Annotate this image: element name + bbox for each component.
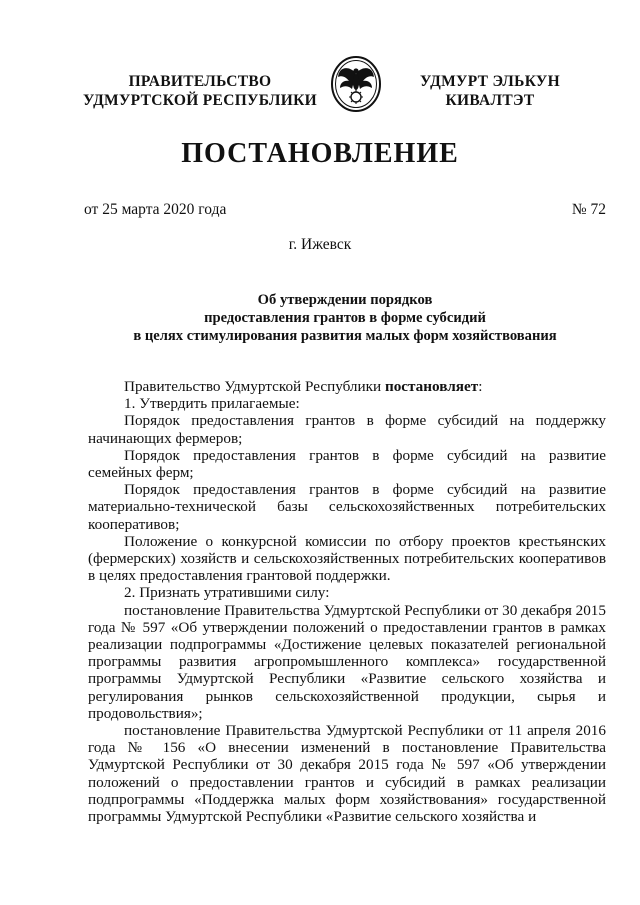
issuer-name-udmurt-line1: УДМУРТ ЭЛЬКУН: [420, 73, 560, 90]
issuer-name-udmurt-line2: КИВАЛТЭТ: [445, 92, 535, 109]
document-number: № 72: [571, 201, 606, 218]
paragraph-item-3: Порядок предоставления грантов в форме субсидий на развитие семейных ферм;: [88, 446, 606, 482]
paragraph-item-5: Положение о конкурсной комиссии по отбору проектов крестьянских (фермерских) хозяйств и сельскохозяйственных потребительских кооперативов в целях предоставления грантовой поддержки.: [88, 532, 606, 585]
intro-text: Правительство Удмуртской Республики: [124, 378, 385, 395]
paragraph-item-2: Порядок предоставления грантов в форме субсидий на поддержку начинающих фермеров;: [88, 412, 606, 447]
document-title: ПОСТАНОВЛЕНИЕ: [181, 138, 459, 169]
subject-line3: в целях стимулирования развития малых форм хозяйствования: [133, 328, 557, 344]
paragraph-item-1: 1. Утвердить прилагаемые:: [124, 395, 300, 413]
issuer-name-russian-line1: ПРАВИТЕЛЬСТВО: [128, 73, 272, 90]
document-subject: [0, 291, 640, 345]
document-city: г. Ижевск: [288, 236, 352, 253]
issuer-name-russian: [80, 72, 320, 110]
intro-paragraph: [88, 378, 606, 395]
subject-line2: предоставления грантов в форме субсидий: [204, 310, 486, 326]
subject-line1: Об утверждении порядков: [257, 292, 433, 308]
paragraph-item-8: постановление Правительства Удмуртской Республики от 11 апреля 2016 года № 156 «О внесении изменений в постановление Правительства Удмуртской Республики от 30 декабря 2015 года № 597 «Об утверждении положений о предоставлении грантов и субсидий в рамках реализации подпрограммы «Поддержка малых форм хозяйствования» государственной программы Удмуртской Республики «Развитие сельского хозяйства и: [88, 722, 606, 826]
paragraph-item-6: 2. Признать утратившими силу:: [124, 584, 330, 602]
issuer-name-russian-line2: УДМУРТСКОЙ РЕСПУБЛИКИ: [82, 92, 317, 109]
document-date: от 25 марта 2020 года: [84, 201, 227, 218]
issuer-name-udmurt: [400, 72, 580, 110]
intro-colon: :: [478, 378, 483, 395]
document-body: [88, 378, 606, 825]
intro-verb: постановляет: [384, 378, 479, 395]
paragraph-item-7: постановление Правительства Удмуртской Республики от 30 декабря 2015 года № 597 «Об утверждении положений о предоставлении грантов в рамках реализации подпрограммы «Достижение целевых показателей региональной программы развития агропромышленного комплекса» государственной программы Удмуртской Республики «Развитие сельского хозяйства и регулирования рынков сельскохозяйственной продукции, сырья и продовольствия»;: [88, 601, 606, 722]
coat-of-arms-icon: [330, 55, 382, 113]
paragraph-item-4: Порядок предоставления грантов в форме субсидий на развитие материально-технической базы сельскохозяйственных потребительских кооперативов;: [88, 481, 606, 533]
